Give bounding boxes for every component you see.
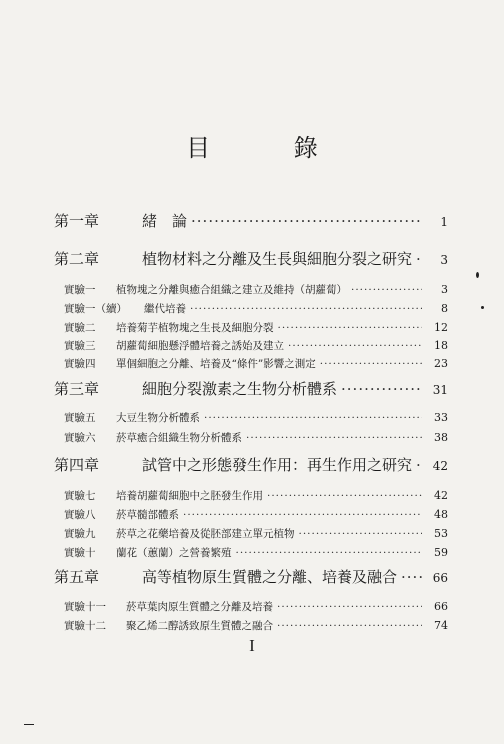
experiment-title: 聚乙烯二醇誘致原生質體之融合 xyxy=(126,620,273,632)
experiment-title: 菸草葉肉原生質體之分離及培養 xyxy=(126,601,273,613)
chapter-row xyxy=(54,378,448,399)
chapter-row xyxy=(54,248,448,269)
experiment-row xyxy=(64,507,448,522)
experiment-row xyxy=(64,488,448,503)
chapter-page: 66 xyxy=(432,571,448,585)
experiment-title: 培養胡蘿蔔細胞中之胚發生作用 xyxy=(116,490,263,502)
chapter-page: 31 xyxy=(432,383,448,397)
experiment-row xyxy=(64,356,448,371)
experiment-label: 實驗二 xyxy=(64,322,96,334)
experiment-label: 實驗五 xyxy=(64,412,96,424)
page-title: 目 錄 xyxy=(186,134,356,162)
leader-dots xyxy=(416,456,422,474)
experiment-page: 33 xyxy=(434,411,448,424)
experiment-page: 3 xyxy=(441,283,448,296)
chapter-title: 高等植物原生質體之分離、培養及融合 xyxy=(142,568,398,586)
leader-dots xyxy=(191,212,422,230)
leader-dots xyxy=(416,250,422,268)
experiment-title: 菸草之花藥培養及從胚部建立單元植物 xyxy=(116,528,295,540)
chapter-row xyxy=(54,566,448,587)
experiment-row xyxy=(64,320,448,335)
chapter-label: 第二章 xyxy=(54,250,100,268)
experiment-title: 培養菊芋植物塊之生長及細胞分裂 xyxy=(116,322,274,334)
scan-speck xyxy=(476,272,479,278)
experiment-label: 實驗十一 xyxy=(64,601,106,613)
scan-mark xyxy=(24,724,34,725)
experiment-label: 實驗六 xyxy=(64,432,96,444)
leader-dots xyxy=(320,358,422,370)
experiment-page: 59 xyxy=(434,546,448,559)
experiment-row xyxy=(64,430,448,445)
experiment-row xyxy=(64,301,448,316)
chapter-page: 1 xyxy=(440,215,448,229)
leader-dots xyxy=(183,509,422,521)
experiment-row xyxy=(64,526,448,541)
leader-dots xyxy=(299,528,423,540)
experiment-page: 53 xyxy=(434,527,448,540)
leader-dots xyxy=(277,620,422,632)
experiment-title: 繼代培養 xyxy=(144,303,186,315)
chapter-title: 植物材料之分離及生長與細胞分裂之研究 xyxy=(142,250,413,268)
experiment-label: 實驗一 xyxy=(64,284,96,296)
experiment-label: 實驗十二 xyxy=(64,620,106,632)
leader-dots xyxy=(351,284,422,296)
scan-speck xyxy=(481,306,484,309)
leader-dots xyxy=(288,340,422,352)
experiment-label: 實驗四 xyxy=(64,358,96,370)
experiment-row xyxy=(64,410,448,425)
experiment-page: 8 xyxy=(441,302,448,315)
experiment-row xyxy=(64,545,448,560)
experiment-page: 23 xyxy=(434,357,448,370)
experiment-label: 實驗十 xyxy=(64,547,96,559)
experiment-label: 實驗七 xyxy=(64,490,96,502)
chapter-title: 細胞分裂激素之生物分析體系 xyxy=(142,380,338,398)
leader-dots xyxy=(401,568,422,586)
experiment-page: 48 xyxy=(434,508,448,521)
chapter-page: 3 xyxy=(440,253,448,267)
experiment-label: 實驗三 xyxy=(64,340,96,352)
experiment-title: 菸草髓部體系 xyxy=(116,509,179,521)
experiment-label: 實驗一（續） xyxy=(64,303,127,315)
experiment-title: 胡蘿蔔細胞懸浮體培養之誘始及建立 xyxy=(116,340,284,352)
chapter-label: 第五章 xyxy=(54,568,100,586)
experiment-page: 42 xyxy=(434,489,448,502)
experiment-title: 單個細胞之分離、培養及“條件”影響之測定 xyxy=(116,358,316,370)
experiment-title: 蘭花（蕙蘭）之營養繁殖 xyxy=(116,547,232,559)
chapter-label: 第三章 xyxy=(54,380,100,398)
experiment-page: 74 xyxy=(434,619,448,632)
experiment-row xyxy=(64,338,448,353)
chapter-label: 第一章 xyxy=(54,212,100,230)
experiment-page: 12 xyxy=(434,321,448,334)
experiment-title: 菸草癒合組織生物分析體系 xyxy=(116,432,242,444)
experiment-label: 實驗九 xyxy=(64,528,96,540)
chapter-label: 第四章 xyxy=(54,456,100,474)
experiment-page: 38 xyxy=(434,431,448,444)
leader-dots xyxy=(236,547,423,559)
experiment-label: 實驗八 xyxy=(64,509,96,521)
chapter-row xyxy=(54,454,448,475)
chapter-title: 試管中之形態發生作用：再生作用之研究 xyxy=(142,456,413,474)
leader-dots xyxy=(267,490,422,502)
leader-dots xyxy=(246,432,422,444)
leader-dots xyxy=(204,412,422,424)
leader-dots xyxy=(278,322,423,334)
chapter-title: 緒 論 xyxy=(142,212,188,230)
experiment-title: 植物塊之分離與癒合組織之建立及維持（胡蘿蔔） xyxy=(116,284,347,296)
leader-dots xyxy=(277,601,422,613)
chapter-row xyxy=(54,210,448,231)
experiment-title: 大豆生物分析體系 xyxy=(116,412,200,424)
experiment-row xyxy=(64,599,448,614)
leader-dots xyxy=(341,380,422,398)
chapter-page: 42 xyxy=(432,459,448,473)
experiment-row xyxy=(64,618,448,633)
experiment-page: 18 xyxy=(434,339,448,352)
page-number: I xyxy=(249,636,255,655)
experiment-page: 66 xyxy=(434,600,448,613)
leader-dots xyxy=(190,303,422,315)
experiment-row xyxy=(64,282,448,297)
